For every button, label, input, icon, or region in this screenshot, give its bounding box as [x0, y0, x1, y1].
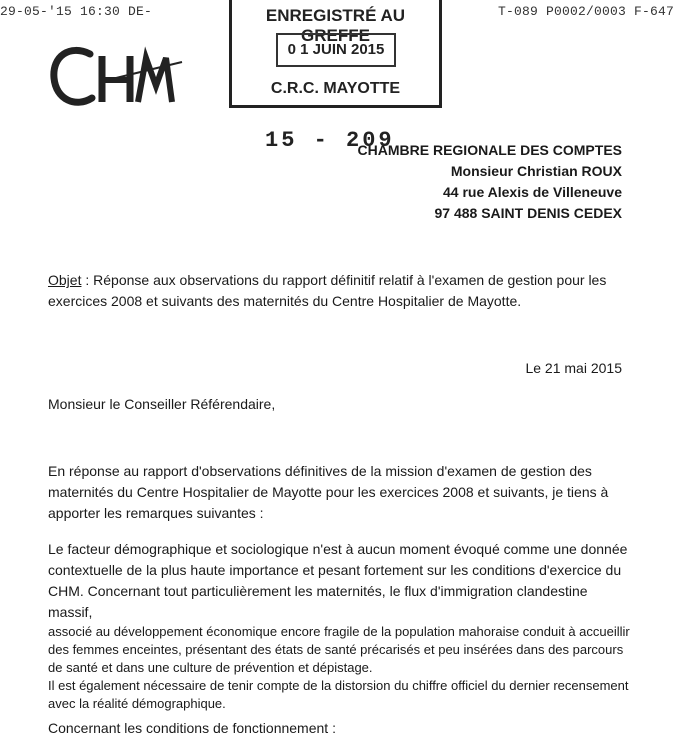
paragraph-text: Le facteur démographique et sociologique n'est à aucun moment évoqué comme une donnée contextuelle de la plus haute importance et pesant fortement sur les conditions d'exercice du CHM. Concernant tout particulièrement les maternités, le flux d'immigration clandestine massif, [48, 541, 628, 620]
chm-logo [50, 42, 185, 112]
letter-date: Le 21 mai 2015 [525, 360, 622, 376]
stamp-place: C.R.C. MAYOTTE [270, 80, 401, 97]
address-line: CHAMBRE REGIONALE DES COMPTES [357, 142, 622, 158]
stamp-title: ENREGISTRÉ AU GREFFE [265, 6, 406, 45]
address-line: 97 488 SAINT DENIS CEDEX [434, 205, 622, 221]
letter-object [48, 270, 638, 312]
recipient-address [358, 140, 622, 224]
chm-logo-icon [50, 42, 185, 112]
body-paragraph-2 [48, 539, 633, 713]
fax-header-left: 29-05-'15 16:30 DE- [0, 4, 153, 19]
section-heading: Concernant les conditions de fonctionnement : [48, 720, 336, 736]
registry-stamp [229, 0, 442, 108]
fax-header-right: T-089 P0002/0003 F-647 [497, 4, 674, 19]
object-text: : Réponse aux observations du rapport définitif relatif à l'examen de gestion pour les exercices 2008 et suivants des maternités du Centre Hospitalier de Mayotte. [48, 272, 607, 309]
object-label: Objet [48, 272, 82, 288]
paragraph-text: Il est également nécessaire de tenir compte de la distorsion du chiffre officiel du dernier recensement avec la réalité démographique. [48, 678, 629, 711]
salutation: Monsieur le Conseiller Référendaire, [48, 396, 276, 412]
address-line: Monsieur Christian ROUX [450, 163, 622, 179]
address-line: 44 rue Alexis de Villeneuve [443, 184, 622, 200]
stamp-date: 0 1 JUIN 2015 [276, 33, 396, 67]
reference-number: 15 - 209 [265, 128, 395, 153]
paragraph-text: associé au développement économique encore fragile de la population mahoraise conduit à accueillir des femmes enceintes, présentant des états de santé précarisés et peu insérées dans des parcours de santé et dans une culture de prévention et dépistage. [48, 624, 630, 675]
body-paragraph-1: En réponse au rapport d'observations définitives de la mission d'examen de gestion des maternités du Centre Hospitalier de Mayotte pour les exercices 2008 et suivants, je tiens à apporter les remarques suivantes : [48, 463, 609, 521]
